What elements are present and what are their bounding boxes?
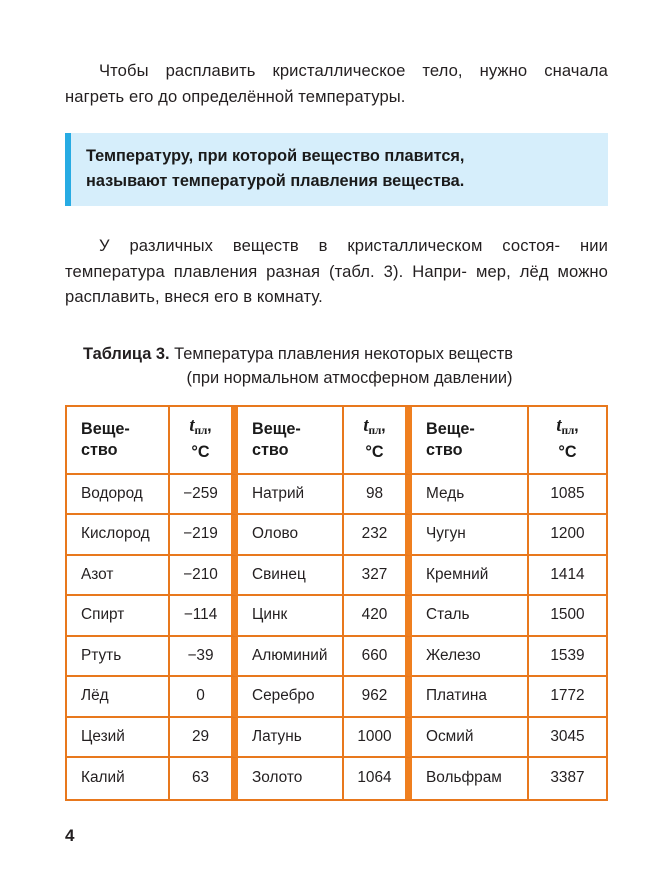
cell-substance-3: Платина xyxy=(412,677,529,718)
example-paragraph xyxy=(65,206,608,310)
header-temp-subscript-1: пл xyxy=(194,425,208,438)
header-temp-comma-3: , xyxy=(574,417,579,436)
header-substance-1 xyxy=(67,407,170,475)
cell-temperature-3: 1539 xyxy=(529,637,606,678)
intro-line-1: Чтобы расплавить кристаллическое тело, нужно xyxy=(99,61,528,80)
cell-temperature-1: 63 xyxy=(170,758,238,799)
example-line-2: нии температура плавления разная (табл. 3). Напри- xyxy=(65,236,608,281)
example-line-1: У различных веществ в кристаллическом состоя- xyxy=(99,236,561,255)
table-row xyxy=(67,596,606,637)
table-row xyxy=(67,556,606,597)
header-temperature-1 xyxy=(170,407,238,475)
page-content xyxy=(65,0,608,801)
header-temp-subscript-2: пл xyxy=(368,425,382,438)
cell-substance-3: Чугун xyxy=(412,515,529,556)
table-row xyxy=(67,677,606,718)
cell-temperature-2: 420 xyxy=(344,596,412,637)
cell-substance-1: Ртуть xyxy=(67,637,170,678)
cell-substance-3: Осмий xyxy=(412,718,529,759)
header-temp-unit-2: °C xyxy=(365,442,384,461)
cell-temperature-2: 660 xyxy=(344,637,412,678)
cell-substance-2: Цинк xyxy=(238,596,344,637)
cell-temperature-1: −39 xyxy=(170,637,238,678)
cell-temperature-3: 1772 xyxy=(529,677,606,718)
cell-substance-1: Калий xyxy=(67,758,170,799)
cell-temperature-2: 1064 xyxy=(344,758,412,799)
cell-substance-2: Серебро xyxy=(238,677,344,718)
header-substance-2 xyxy=(238,407,344,475)
header-substance-1-part2: ство xyxy=(81,440,118,459)
cell-temperature-1: −259 xyxy=(170,475,238,516)
cell-temperature-3: 1414 xyxy=(529,556,606,597)
cell-temperature-3: 1500 xyxy=(529,596,606,637)
table-title: Температура плавления некоторых веществ xyxy=(174,344,513,363)
example-line-3: мер, лёд можно расплавить, внеся его в комнату. xyxy=(65,261,608,306)
cell-substance-3: Кремний xyxy=(412,556,529,597)
table-caption-line-1 xyxy=(65,342,608,366)
melting-point-table xyxy=(65,405,608,801)
definition-line-2: называют температурой плавления вещества. xyxy=(86,172,465,190)
cell-substance-1: Лёд xyxy=(67,677,170,718)
header-substance-2-part1: Веще- xyxy=(252,419,301,438)
cell-substance-1: Кислород xyxy=(67,515,170,556)
cell-temperature-3: 1200 xyxy=(529,515,606,556)
cell-substance-2: Олово xyxy=(238,515,344,556)
header-temp-comma-1: , xyxy=(207,417,212,436)
cell-temperature-1: −210 xyxy=(170,556,238,597)
cell-temperature-3: 3045 xyxy=(529,718,606,759)
table-label: Таблица 3. xyxy=(83,344,170,363)
table-row xyxy=(67,718,606,759)
cell-temperature-3: 3387 xyxy=(529,758,606,799)
cell-substance-2: Латунь xyxy=(238,718,344,759)
header-substance-2-part2: ство xyxy=(252,440,289,459)
cell-substance-2: Алюминий xyxy=(238,637,344,678)
cell-temperature-2: 98 xyxy=(344,475,412,516)
table-subtitle: (при нормальном атмосферном давлении) xyxy=(186,368,513,387)
cell-substance-3: Вольфрам xyxy=(412,758,529,799)
cell-temperature-1: 0 xyxy=(170,677,238,718)
table-row xyxy=(67,637,606,678)
cell-temperature-3: 1085 xyxy=(529,475,606,516)
table-row xyxy=(67,515,606,556)
header-temperature-3 xyxy=(529,407,606,475)
cell-substance-2: Свинец xyxy=(238,556,344,597)
cell-temperature-2: 232 xyxy=(344,515,412,556)
cell-temperature-1: −219 xyxy=(170,515,238,556)
cell-substance-1: Цезий xyxy=(67,718,170,759)
header-temp-symbol-3: t xyxy=(556,416,562,437)
definition-callout xyxy=(65,133,608,206)
header-temp-symbol-2: t xyxy=(363,416,369,437)
header-substance-3-part2: ство xyxy=(426,440,463,459)
cell-temperature-2: 327 xyxy=(344,556,412,597)
cell-substance-1: Водород xyxy=(67,475,170,516)
table-row xyxy=(67,758,606,799)
cell-substance-3: Железо xyxy=(412,637,529,678)
page-number: 4 xyxy=(65,826,75,845)
table-header xyxy=(67,407,606,475)
cell-substance-1: Спирт xyxy=(67,596,170,637)
definition-line-1: Температуру, при которой вещество плавится, xyxy=(86,147,465,165)
header-temp-symbol-1: t xyxy=(189,416,195,437)
cell-substance-3: Сталь xyxy=(412,596,529,637)
table-header-row xyxy=(67,407,606,475)
intro-line-2: сначала нагреть его до определённой температуры. xyxy=(65,61,608,106)
table-row xyxy=(67,475,606,516)
cell-substance-1: Азот xyxy=(67,556,170,597)
cell-substance-3: Медь xyxy=(412,475,529,516)
header-temperature-2 xyxy=(344,407,412,475)
definition-text xyxy=(86,144,590,194)
header-temp-subscript-3: пл xyxy=(561,425,575,438)
intro-paragraph xyxy=(65,0,608,109)
cell-substance-2: Натрий xyxy=(238,475,344,516)
header-substance-3-part1: Веще- xyxy=(426,419,475,438)
cell-temperature-2: 1000 xyxy=(344,718,412,759)
header-temp-comma-2: , xyxy=(381,417,386,436)
header-temp-unit-1: °C xyxy=(191,442,210,461)
cell-temperature-1: 29 xyxy=(170,718,238,759)
table-body xyxy=(67,475,606,799)
cell-temperature-2: 962 xyxy=(344,677,412,718)
header-substance-1-part1: Веще- xyxy=(81,419,130,438)
header-temp-unit-3: °C xyxy=(558,442,577,461)
cell-substance-2: Золото xyxy=(238,758,344,799)
header-substance-3 xyxy=(412,407,529,475)
table-caption xyxy=(65,342,608,390)
cell-temperature-1: −114 xyxy=(170,596,238,637)
